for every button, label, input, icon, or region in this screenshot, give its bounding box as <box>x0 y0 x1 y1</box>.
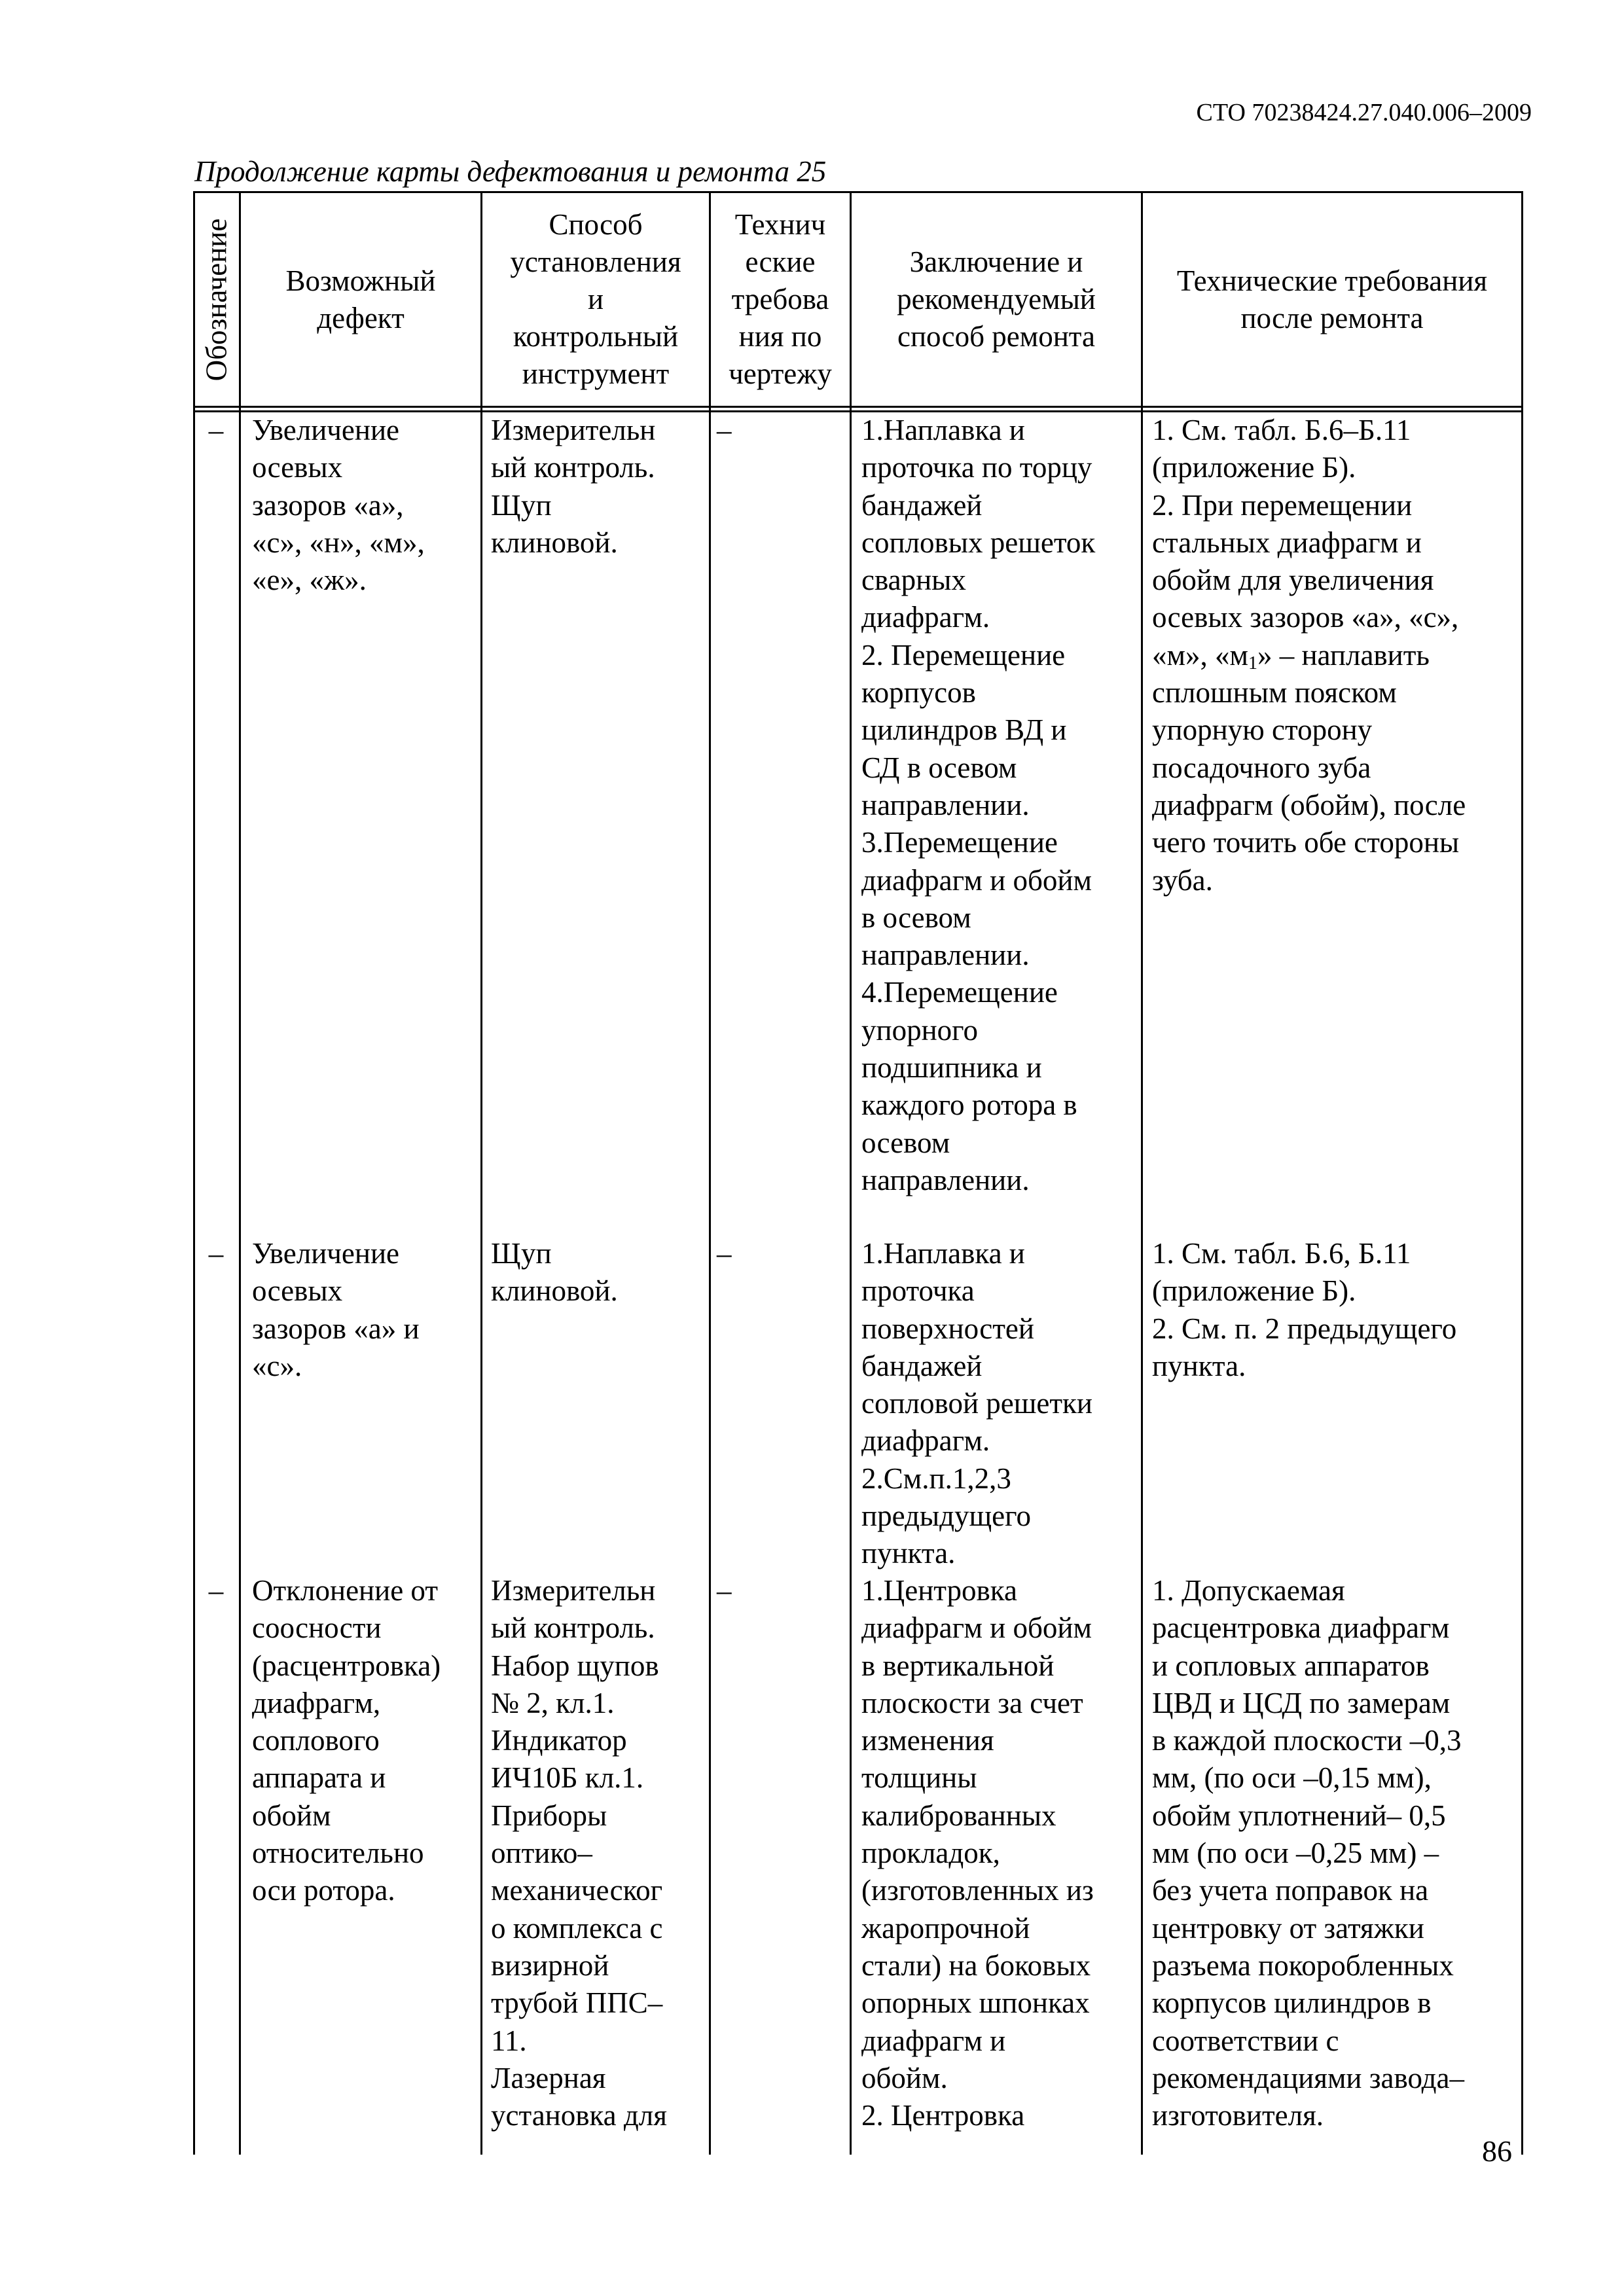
row3-defect: Отклонение от соосности (расцентровка) диафрагм, соплового аппарата и обойм относительно оси ротора. <box>252 1574 441 1907</box>
header-defect <box>241 193 480 406</box>
header-designation <box>196 195 236 404</box>
table-border-left <box>193 191 195 2155</box>
header-conclusion-label: Заключение и рекомендуемый способ ремонта <box>897 245 1096 353</box>
column-divider-1 <box>239 191 241 2155</box>
table-caption: Продолжение карты дефектования и ремонта 25 <box>194 155 827 188</box>
header-conclusion <box>852 193 1141 406</box>
header-designation-label: Обозначение <box>200 218 233 382</box>
row1-requirements-text: 1. См. табл. Б.6–Б.11 (приложение Б). 2. При перемещении стальных диафрагм и обойм для увеличения осевых зазоров «а», «с», «м», «м <box>1152 414 1459 672</box>
row3-method: Измерительн ый контроль. Набор щупов № 2, кл.1. Индикатор ИЧ10Б кл.1. Приборы оптико– механическог о комплекса с визирной трубой ППС– 11. Лазерная установка для <box>491 1574 667 2132</box>
row2-conclusion: 1.Наплавка и проточка поверхностей бандажей сопловой решетки диафрагм. 2.См.п.1,2,3 предыдущего пункта. <box>861 1237 1092 1570</box>
page-number: 86 <box>1482 2134 1512 2168</box>
header-defect-label: Возможный дефект <box>285 264 436 334</box>
header-requirements-label: Технические требования после ремонта <box>1176 264 1488 334</box>
row2-designation: – <box>208 1237 224 1270</box>
header-requirements <box>1143 193 1521 406</box>
row1-conclusion: 1.Наплавка и проточка по торцу бандажей сопловых решеток сварных диафрагм. 2. Перемещение корпусов цилиндров ВД и СД в осевом направлении. 3.Перемещение диафрагм и обойм в осевом направлении. 4.Перемещение упорного подшипника и каждого ротора в осевом направлении. <box>861 414 1096 1196</box>
row1-defect: Увеличение осевых зазоров «а», «с», «н», «м», «е», «ж». <box>252 414 425 597</box>
column-divider-2 <box>480 191 482 2155</box>
row3-requirements: 1. Допускаемая расцентровка диафрагм и сопловых аппаратов ЦВД и ЦСД по замерам в каждой плоскости –0,3 мм, (по оси –0,15 мм), обойм уплотнений– 0,5 мм (по оси –0,25 мм) – без учета поправок на центровку от затяжки разъема покоробленных корпусов цилиндров в соответствии с рекомендациями завода– изготовителя. <box>1152 1574 1465 2132</box>
header-drawing-requirements-label: Технич еские требова ния по чертежу <box>729 208 832 390</box>
standard-code: СТО 70238424.27.040.006–2009 <box>1196 99 1532 126</box>
row1-method: Измерительн ый контроль. Щуп клиновой. <box>491 414 656 559</box>
row1-requirements <box>1152 412 1519 899</box>
row3-conclusion: 1.Центровка диафрагм и обойм в вертикальной плоскости за счет изменения толщины калиброванных прокладок, (изготовленных из жаропрочной стали) на боковых опорных шпонках диафрагм и обойм. 2. Центровка <box>861 1574 1094 2132</box>
row1-drawing-requirements: – <box>717 414 732 446</box>
header-method <box>482 193 709 406</box>
column-divider-4 <box>850 191 852 2155</box>
row2-method: Щуп клиновой. <box>491 1237 618 1308</box>
row1-requirements-subscript: 1 <box>1248 653 1257 673</box>
row2-defect: Увеличение осевых зазоров «а» и «с». <box>252 1237 420 1382</box>
row1-requirements-text-cont: » – наплавить сплошным пояском упорную сторону посадочного зуба диафрагм (обойм), после чего точить обе стороны зуба. <box>1152 638 1466 897</box>
column-divider-5 <box>1141 191 1143 2155</box>
table-border-right <box>1521 191 1523 2155</box>
row3-designation: – <box>208 1574 224 1607</box>
row2-drawing-requirements: – <box>717 1237 732 1270</box>
header-separator <box>193 406 1523 408</box>
header-drawing-requirements <box>711 193 850 406</box>
column-divider-3 <box>709 191 711 2155</box>
row2-requirements: 1. См. табл. Б.6, Б.11 (приложение Б). 2. См. п. 2 предыдущего пункта. <box>1152 1237 1457 1382</box>
row3-drawing-requirements: – <box>717 1574 732 1607</box>
header-method-label: Способ установления и контрольный инструмент <box>510 208 681 390</box>
row1-designation: – <box>208 414 224 446</box>
